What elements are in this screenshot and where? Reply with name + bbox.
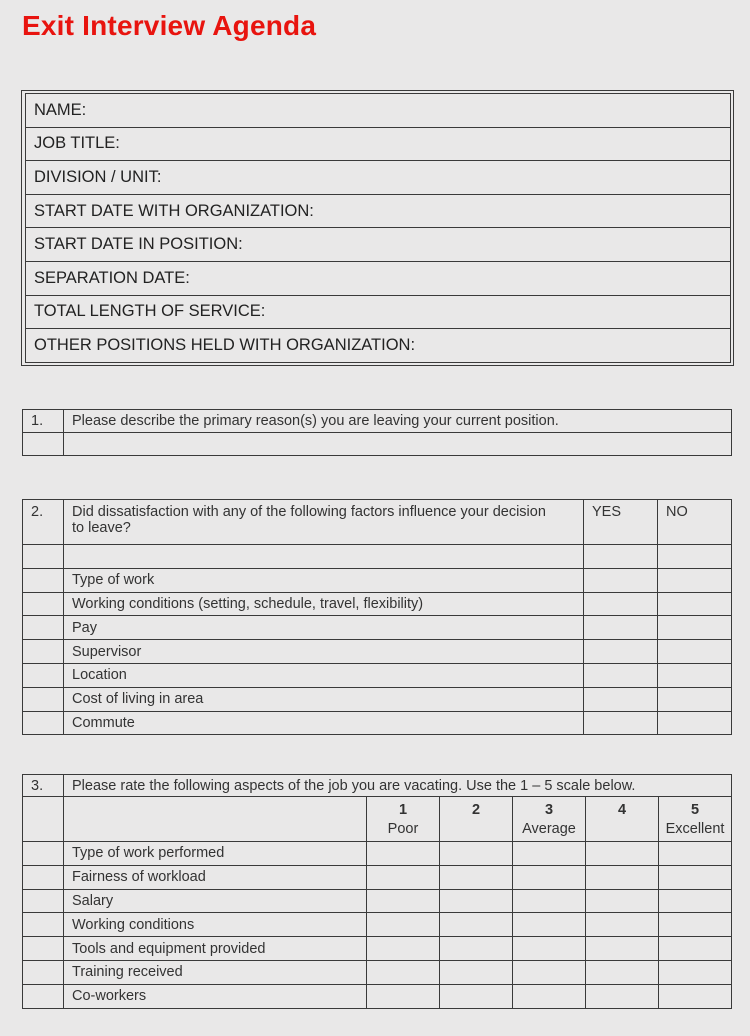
employee-info-table [25, 93, 731, 363]
no-cell[interactable] [658, 663, 732, 687]
question-number: 1. [23, 410, 64, 433]
rating-cell[interactable] [367, 937, 440, 961]
aspect-label: Co-workers [64, 984, 367, 1008]
no-cell[interactable] [658, 592, 732, 616]
info-field-start-date-position[interactable]: START DATE IN POSITION: [26, 228, 731, 262]
aspect-label: Type of work performed [64, 842, 367, 866]
rating-cell[interactable] [440, 937, 513, 961]
rating-cell[interactable] [440, 865, 513, 889]
factor-label [64, 545, 584, 569]
scale-header-4: 4 [586, 797, 659, 842]
yes-cell[interactable] [584, 711, 658, 735]
page-title: Exit Interview Agenda [22, 10, 317, 41]
factor-label: Pay [64, 616, 584, 640]
rating-cell[interactable] [367, 889, 440, 913]
info-field-other-positions[interactable]: OTHER POSITIONS HELD WITH ORGANIZATION: [26, 329, 731, 363]
rating-cell[interactable] [367, 865, 440, 889]
aspect-label: Salary [64, 889, 367, 913]
yes-column-header: YES [584, 500, 658, 545]
aspect-label: Fairness of workload [64, 865, 367, 889]
info-row-separation [26, 261, 731, 295]
info-row-job-title [26, 127, 731, 161]
rating-cell[interactable] [513, 984, 586, 1008]
info-row-other-positions [26, 329, 731, 363]
info-field-name[interactable]: NAME: [26, 94, 731, 128]
scale-header-1: 1 Poor [367, 797, 440, 842]
rating-cell[interactable] [367, 960, 440, 984]
rating-cell[interactable] [513, 960, 586, 984]
no-cell[interactable] [658, 711, 732, 735]
yes-cell[interactable] [584, 640, 658, 664]
aspect-label: Training received [64, 960, 367, 984]
rating-cell[interactable] [659, 960, 732, 984]
no-cell[interactable] [658, 616, 732, 640]
info-field-job-title[interactable]: JOB TITLE: [26, 127, 731, 161]
question-1-text: Please describe the primary reason(s) you are leaving your current position. [64, 410, 732, 433]
rating-cell[interactable] [586, 937, 659, 961]
yes-cell[interactable] [584, 616, 658, 640]
rating-cell[interactable] [586, 984, 659, 1008]
rating-cell[interactable] [367, 913, 440, 937]
rating-cell[interactable] [440, 842, 513, 866]
rating-cell[interactable] [586, 842, 659, 866]
info-field-length-of-service[interactable]: TOTAL LENGTH OF SERVICE: [26, 295, 731, 329]
rating-cell[interactable] [513, 889, 586, 913]
info-row-name [26, 94, 731, 128]
no-cell[interactable] [658, 545, 732, 569]
info-field-separation-date[interactable]: SEPARATION DATE: [26, 261, 731, 295]
no-cell[interactable] [658, 568, 732, 592]
question-1-answer-cell[interactable] [64, 433, 732, 456]
rating-cell[interactable] [586, 913, 659, 937]
yes-cell[interactable] [584, 663, 658, 687]
no-column-header: NO [658, 500, 732, 545]
rating-cell[interactable] [513, 913, 586, 937]
question-number: 2. [23, 500, 64, 545]
rating-cell[interactable] [440, 984, 513, 1008]
rating-cell[interactable] [513, 937, 586, 961]
rating-cell[interactable] [659, 937, 732, 961]
yes-cell[interactable] [584, 687, 658, 711]
info-field-start-date-org[interactable]: START DATE WITH ORGANIZATION: [26, 194, 731, 228]
rating-cell[interactable] [440, 960, 513, 984]
yes-cell[interactable] [584, 592, 658, 616]
rating-cell[interactable] [367, 984, 440, 1008]
rating-cell[interactable] [659, 889, 732, 913]
rating-cell[interactable] [440, 889, 513, 913]
rating-cell[interactable] [367, 842, 440, 866]
factor-label: Commute [64, 711, 584, 735]
aspect-label: Tools and equipment provided [64, 937, 367, 961]
factor-label: Cost of living in area [64, 687, 584, 711]
question-2-table [22, 499, 732, 735]
rating-cell[interactable] [513, 865, 586, 889]
employee-info-box [21, 90, 734, 366]
info-field-division[interactable]: DIVISION / UNIT: [26, 161, 731, 195]
scale-header-2: 2 [440, 797, 513, 842]
rating-cell[interactable] [659, 865, 732, 889]
rating-cell[interactable] [586, 889, 659, 913]
factor-label: Supervisor [64, 640, 584, 664]
question-3-text: Please rate the following aspects of the job you are vacating. Use the 1 – 5 scale below. [64, 775, 732, 797]
rating-cell[interactable] [659, 913, 732, 937]
rating-cell[interactable] [586, 865, 659, 889]
no-cell[interactable] [658, 640, 732, 664]
yes-cell[interactable] [584, 568, 658, 592]
rating-cell[interactable] [659, 842, 732, 866]
rating-cell[interactable] [586, 960, 659, 984]
info-row-service [26, 295, 731, 329]
question-2-text: Did dissatisfaction with any of the following factors influence your decision to leave? [64, 500, 584, 545]
info-row-start-org [26, 194, 731, 228]
rating-cell[interactable] [440, 913, 513, 937]
question-number: 3. [23, 775, 64, 797]
question-1-table [22, 409, 732, 456]
info-row-start-position [26, 228, 731, 262]
factor-label: Location [64, 663, 584, 687]
question-3-table [22, 774, 732, 1009]
factor-label: Working conditions (setting, schedule, travel, flexibility) [64, 592, 584, 616]
info-row-division [26, 161, 731, 195]
scale-header-3: 3 Average [513, 797, 586, 842]
rating-cell[interactable] [659, 984, 732, 1008]
rating-cell[interactable] [513, 842, 586, 866]
yes-cell[interactable] [584, 545, 658, 569]
aspect-label: Working conditions [64, 913, 367, 937]
scale-header-5: 5 Excellent [659, 797, 732, 842]
factor-label: Type of work [64, 568, 584, 592]
no-cell[interactable] [658, 687, 732, 711]
